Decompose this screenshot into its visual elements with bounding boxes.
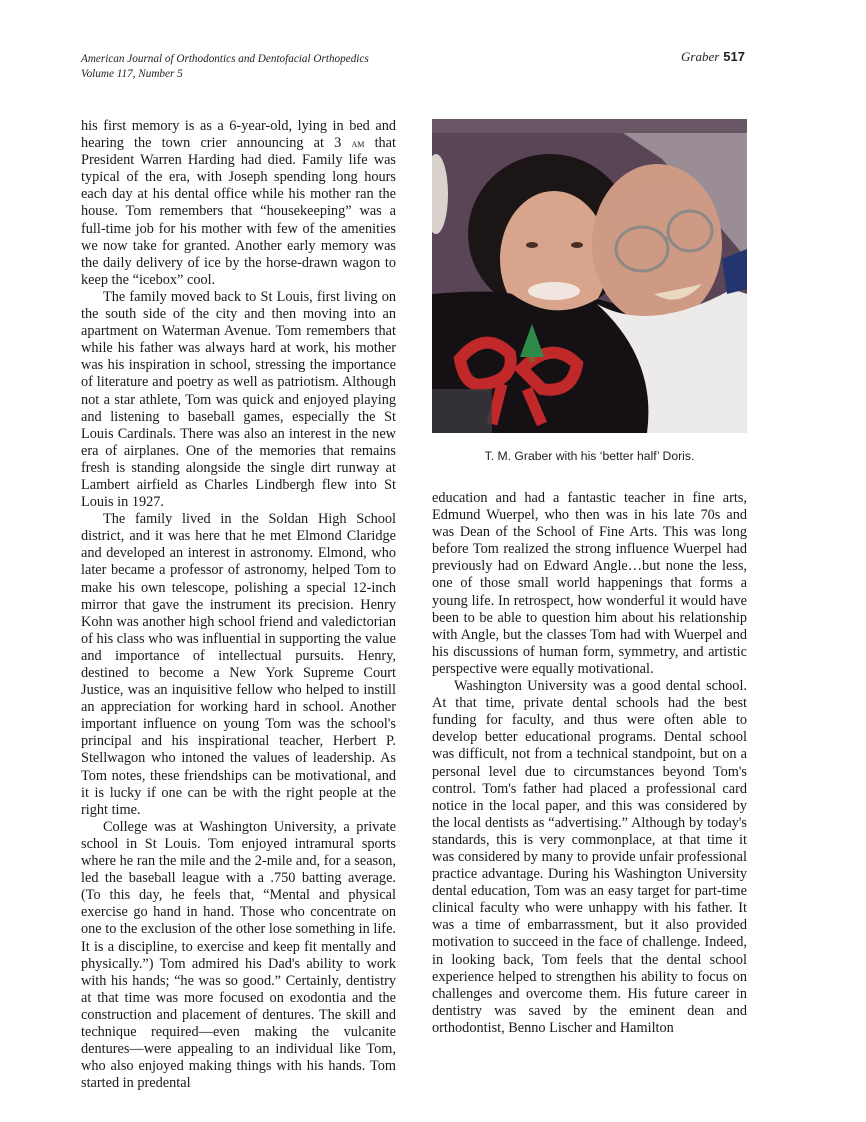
left-column [81,118,396,1092]
figure-caption: T. M. Graber with his ‘better half’ Doris. [484,449,695,463]
text-run: that President Warren Harding had died. Family life was typical of the era, with Joseph spending long hours each day at his dental office while his mother ran the house. Tom remembers that “housekeeping” was a full-time job for his mother with few of the amenities we now take for granted. Another early memory was the daily delivery of ice by the horse-drawn wagon to keep the “icebox” cool. [81,135,397,288]
journal-volume: Volume 117, Number 5 [81,68,183,80]
running-head-journal [81,52,369,82]
paragraph [81,118,396,289]
running-head-author: Graber [681,49,720,64]
paragraph: Washington University was a good dental school. At that time, private dental schools had the best funding for faculty, and thus were often able to develop better educational programs. Dental school was difficult, not from a technical standpoint, but on a personal level due to circumstances beyond Tom's control. Tom's father had placed a professional card notice in the local paper, and this was considered by the local dentists as “advertising.” Although by today's standards, this is very commonplace, at that time it was considered by many to provide unfair professional practice advantage. During his Washington University dental education, Tom was an easy target for part-time clinical faculty who were unhappy with his father. It was a time of embarrassment, but it also provided motivation to succeed in the face of challenge. Indeed, in looking back, Tom feels that the dental school experience helped to strengthen his ability to focus on challenges and overcome them. His future career in dentistry was saved by the eminent dean and orthodontist, Benno Lischer and Hamilton [432,678,747,1036]
text-run-smallcaps: am [351,136,365,151]
page-number: 517 [723,49,745,64]
running-head-page [681,49,745,65]
right-column [432,490,747,1037]
journal-title: American Journal of Orthodontics and Dentofacial Orthopedics [81,53,369,65]
paragraph: education and had a fantastic teacher in fine arts, Edmund Wuerpel, who then was in his late 70s and was Dean of the School of Fine Arts. This was long before Tom realized the strong influence Wuerpel had previously had on Edward Angle…but none the less, one of those small world happenings that forms a young life. In retrospect, how wonderful it would have been to be able to question him about his relationship with Angle, but the classes Tom had with Wuerpel and his discussions of human form, symmetry, and artistic perspective were equally motivational. [432,490,747,677]
paragraph: The family lived in the Soldan High School district, and it was here that he met Elmond Claridge and developed an interest in astronomy. Elmond, who later became a professor of astronomy, helped Tom to make his own telescope, polishing a special 12-inch mirror that gave the instrument its precision. Henry Kohn was another high school friend and valedictorian of his class who was influential in supporting the value and importance of intellectual pursuits. Henry, destined to become a New York Supreme Court Justice, was an inquisitive fellow who helped to instill an appreciation for working hard in school. Another important influence on young Tom was the school's principal and his inspirational teacher, Herbert P. Stellwagon who intoned the values of leadership. As Tom notes, these friendships can be motivational, and it is lucky if one can be with the right people at the right time. [81,511,396,818]
photo-image [432,119,747,433]
figure-photo [432,119,747,433]
paragraph: College was at Washington University, a private school in St Louis. Tom enjoyed intramural sports where he ran the mile and the 2-mile and, for a season, led the baseball league with a .750 batting average. (To this day, he feels that, “Mental and physical exercise go hand in hand. Those who concentrate on one to the exclusion of the other lose something in life. It is a discipline, to exercise and keep fit mentally and physically.”) Tom admired his Dad's ability to work with his hands; “he was so good.” Certainly, dentistry at that time was more focused on exodontia and the construction and placement of dentures. The skill and technique required—even making the vulcanite dentures—were appealing to an individual like Tom, who also enjoyed making things with his hands. Tom started in predental [81,818,396,1092]
text-run: his first memory is as a 6-year-old, lying in bed and hearing the town crier announcing at 3 [81,118,396,152]
paragraph: The family moved back to St Louis, first living on the south side of the city and then moving into an apartment on Waterman Avenue. Tom remembers that while his father was always hard at work, his mother was his inspiration in school, stressing the importance of literature and poetry as well as patriotism. Although not a star athlete, Tom was quick and enjoyed playing and listening to baseball games, especially the St Louis Cardinals. There was also an interest in the new era of airplanes. One of the memories that remains fresh is standing alongside the single dirt runway at Lambert airfield as Charles Lindbergh flew into St Louis in 1927. [81,288,396,511]
